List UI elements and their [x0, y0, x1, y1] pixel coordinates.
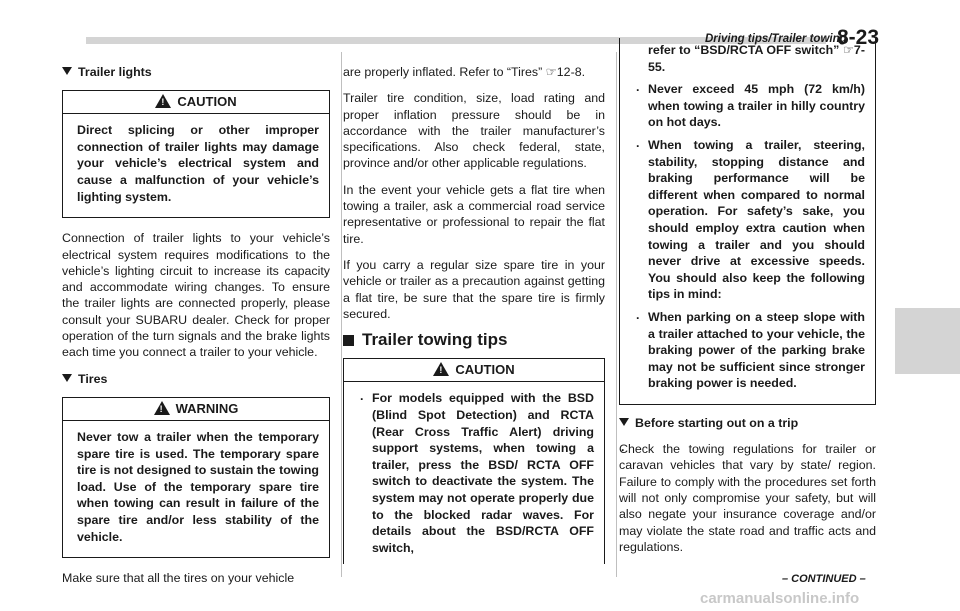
caution-header: ! CAUTION [62, 90, 330, 114]
warning-triangle-icon: ! [433, 362, 449, 376]
spare-tire-paragraph: If you carry a regular size spare tire in your vehicle or trailer as a precaution against getting a flat tire, be sure that the spare tire is firmly secured. [343, 257, 605, 321]
warning-triangle-icon: ! [155, 94, 171, 108]
list-item: . When towing a trailer, steering, stability, stopping distance and braking performance will be different when compared to normal operation. For safety’s sake, you should employ extra caution when towing a trailer and you should never drive at excessive speeds. You should also keep the following tips in mind: [634, 137, 865, 303]
caution-box [62, 90, 330, 218]
warning-box [62, 397, 330, 558]
caution-body-continued [619, 38, 876, 405]
warning-body: Never tow a trailer when the temporary spare tire is used. The temporary spare tire is not designed to sustain the towing load. Use of the temporary spare tire when towing can result in failure of the spare tire and/or less stability of the vehicle. [62, 421, 330, 558]
trailer-tire-paragraph: Trailer tire condition, size, load rating and proper inflation pressure should be in accordance with the trailer manufacturer’s specifications. Also check federal, state, province and/or other applicable regulations. [343, 91, 605, 171]
triangle-bullet-icon [62, 67, 72, 75]
triangle-bullet-icon [619, 418, 629, 426]
list-item: . When parking on a steep slope with a trailer attached to your vehicle, the braking power of the parking brake may not be sufficient since stronger braking power is needed. [634, 309, 865, 392]
column-divider [616, 52, 617, 577]
column-1 [62, 64, 330, 596]
list-item: . For models equipped with the BSD (Blind Spot Detection) and RCTA (Rear Cross Traffic Alert) driving support systems, when towing a trailer, press the BSD/ RCTA OFF switch to deactivate the system. The system may not operate properly due to the blocked radar waves. For details about the BSD/RCTA OFF switch, [358, 390, 594, 556]
column-3 [619, 38, 876, 561]
caution-body: Direct splicing or other improper connection of trailer lights may damage your vehicle’s electrical system and cause a malfunction of your vehicle’s lighting system. [62, 114, 330, 218]
page-number: 8-23 [837, 26, 880, 49]
chapter-tab [895, 308, 960, 374]
list-item-continued: refer to “BSD/RCTA OFF switch” ☞7-55. [648, 43, 865, 74]
flat-tire-paragraph: In the event your vehicle gets a flat tire when towing a trailer, ask a commercial road service representative or professional to repair the flat tire. [343, 182, 605, 246]
list-item: . Check the towing regulations for trailer or caravan vehicles that vary by state/ region. Failure to comply with the procedures set forth will not only compromise your safety, but will also negate your insurance coverage and/or may violate the state road and traffic acts and regulations. [619, 441, 876, 555]
column-divider [341, 52, 342, 577]
column-2 [343, 64, 605, 576]
trailer-lights-paragraph: Connection of trailer lights to your vehicle’s electrical system requires modifications to the vehicle’s lighting circuit to increase its capacity and accommodate wiring changes. To ensure the trailer lights are connected properly, please consult your SUBARU dealer. Check for proper operation of the turn signals and the brake lights each time you connect a trailer to your vehicle. [62, 231, 330, 360]
watermark: carmanualsonline.info [700, 590, 860, 607]
list-item: . Never exceed 45 mph (72 km/h) when towing a trailer in hilly country on hot days. [634, 81, 865, 131]
tires-paragraph: Make sure that all the tires on your vehicle [62, 571, 295, 586]
warning-triangle-icon: ! [154, 401, 170, 415]
continued-label: – CONTINUED – [782, 573, 866, 585]
square-bullet-icon [343, 335, 354, 346]
section-title: Trailer towing tips [343, 332, 605, 348]
page-header-title: Driving tips/Trailer towing [705, 33, 847, 45]
tires-heading: Tires [62, 371, 330, 387]
caution-body [343, 382, 605, 564]
warning-header: ! WARNING [62, 397, 330, 421]
caution-header: ! CAUTION [343, 358, 605, 382]
triangle-bullet-icon [62, 374, 72, 382]
before-trip-heading: Before starting out on a trip [619, 415, 876, 431]
tires-inflation-paragraph: are properly inflated. Refer to “Tires” ☞12-8. [343, 65, 586, 79]
caution-box [343, 358, 605, 564]
trailer-lights-heading: Trailer lights [62, 64, 330, 80]
